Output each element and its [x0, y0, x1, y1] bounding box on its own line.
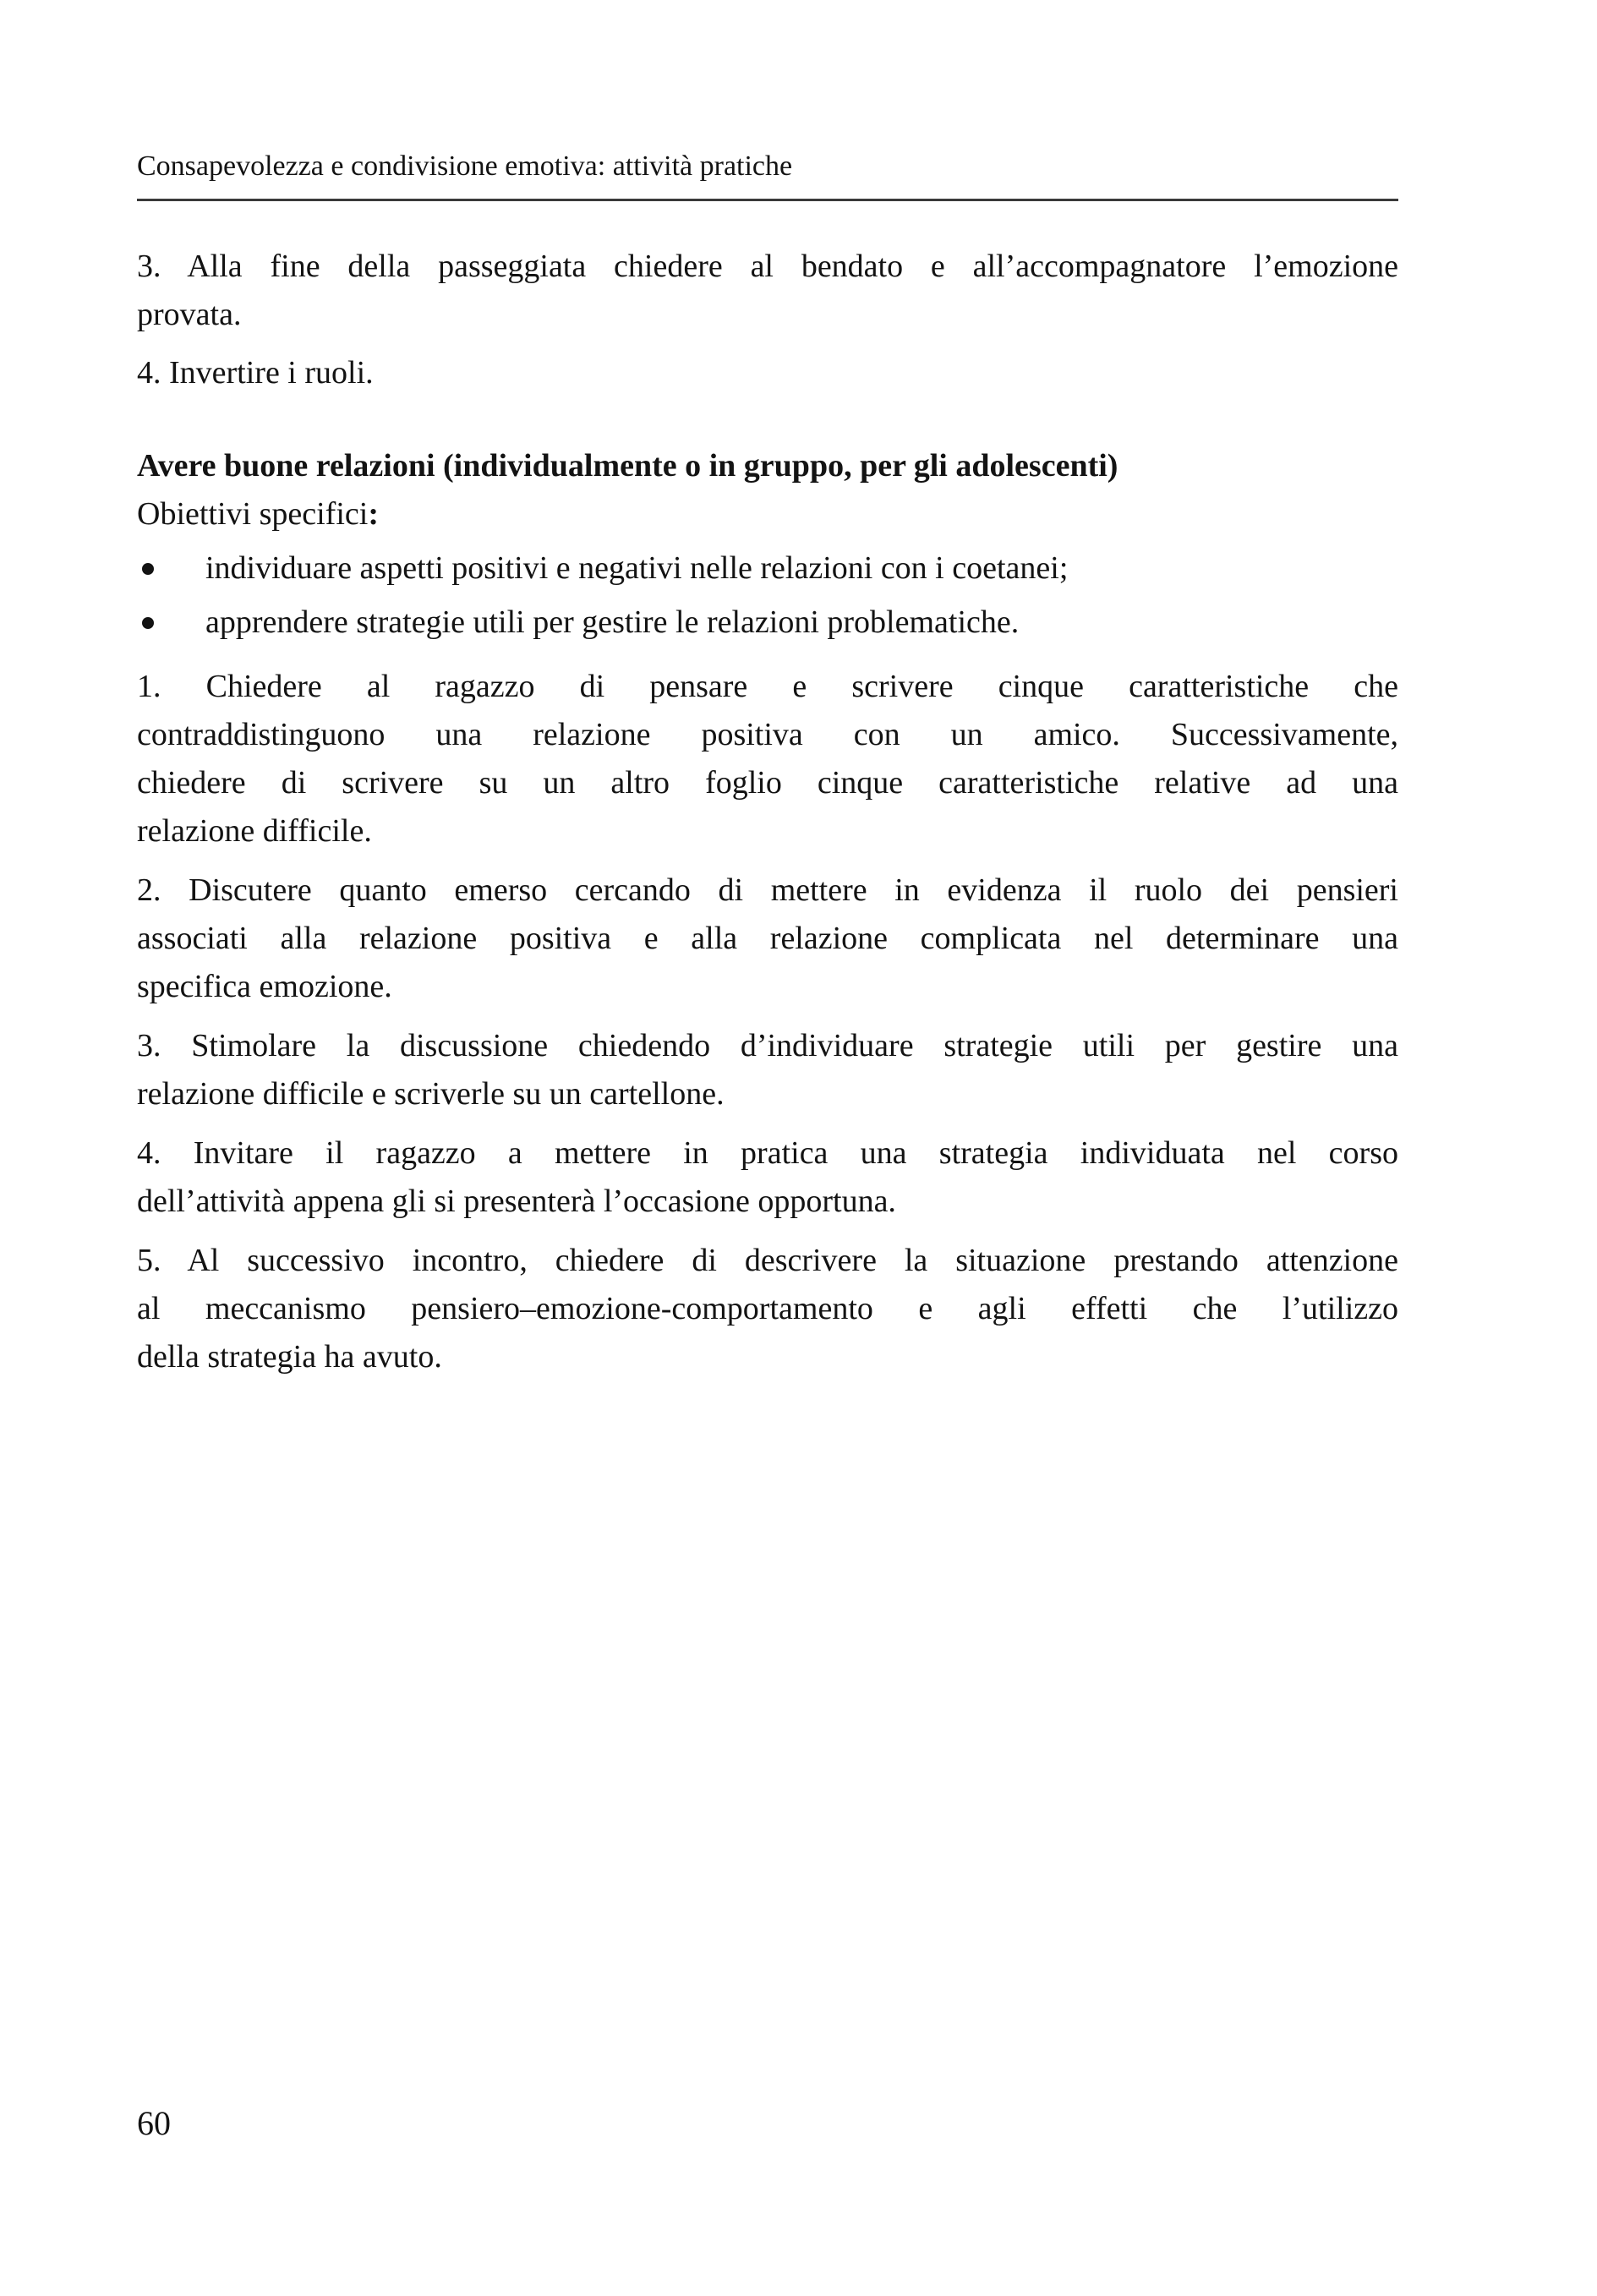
paragraph-line: 3. Stimolare la discussione chiedendo d’individuare strategie utili per gestire una [137, 1028, 1398, 1063]
paragraph-line: chiedere di scrivere su un altro foglio cinque caratteristiche relative ad una [137, 765, 1398, 801]
objectives-colon: : [368, 496, 379, 532]
paragraph-line: provata. [137, 297, 242, 332]
paragraph-line: specifica emozione. [137, 969, 392, 1004]
objectives-label: Obiettivi specifici [137, 496, 369, 532]
bullet-dot-icon [142, 617, 154, 629]
paragraph-line: 2. Discutere quanto emerso cercando di mettere in evidenza il ruolo dei pensieri [137, 872, 1398, 908]
running-header: Consapevolezza e condivisione emotiva: attività pratiche [137, 150, 793, 182]
paragraph-line: relazione difficile e scriverle su un cartellone. [137, 1076, 725, 1112]
bullet-text: individuare aspetti positivi e negativi nelle relazioni con i coetanei; [205, 550, 1069, 586]
activity-step-5 [137, 1237, 1398, 1381]
paragraph-line: 1. Chiedere al ragazzo di pensare e scrivere cinque caratteristiche che [137, 669, 1398, 704]
paragraph-line: dell’attività appena gli si presenterà l’occasione opportuna. [137, 1184, 896, 1219]
bullet-item [137, 544, 1398, 593]
bullet-marker [137, 544, 205, 593]
section-heading: Avere buone relazioni (individualmente o in gruppo, per gli adolescenti) [137, 448, 1118, 484]
activity-step-1 [137, 663, 1398, 856]
paragraph-line: della strategia ha avuto. [137, 1339, 442, 1375]
bullet-item [137, 599, 1398, 647]
activity-step-2 [137, 866, 1398, 1011]
header-rule [137, 199, 1398, 201]
paragraph-line: relazione difficile. [137, 813, 372, 849]
bullet-text: apprendere strategie utili per gestire le relazioni problematiche. [205, 604, 1020, 640]
paragraph-line: al meccanismo pensiero–emozione-comportamento e agli effetti che l’utilizzo [137, 1291, 1398, 1326]
objectives-label-row [137, 490, 1398, 538]
paragraph-line: associati alla relazione positiva e alla relazione complicata nel determinare una [137, 921, 1398, 956]
paragraph-step-4 [137, 349, 1398, 397]
page-column [137, 0, 1398, 1381]
paragraph-line: contraddistinguono una relazione positiva con un amico. Successivamente, [137, 717, 1398, 752]
bullet-dot-icon [142, 563, 154, 575]
bullet-list [137, 544, 1398, 647]
paragraph-line: 3. Alla fine della passeggiata chiedere al bendato e all’accompagnatore l’emozione [137, 249, 1398, 284]
page-number: 60 [137, 2104, 171, 2142]
activity-step-3 [137, 1022, 1398, 1118]
paragraph-line: 4. Invertire i ruoli. [137, 355, 374, 391]
paragraph-line: 5. Al successivo incontro, chiedere di descrivere la situazione prestando attenzione [137, 1243, 1398, 1278]
paragraph-step-3 [137, 243, 1398, 339]
bullet-marker [137, 599, 205, 647]
paragraph-line: 4. Invitare il ragazzo a mettere in pratica una strategia individuata nel corso [137, 1135, 1398, 1171]
activity-step-4 [137, 1129, 1398, 1226]
